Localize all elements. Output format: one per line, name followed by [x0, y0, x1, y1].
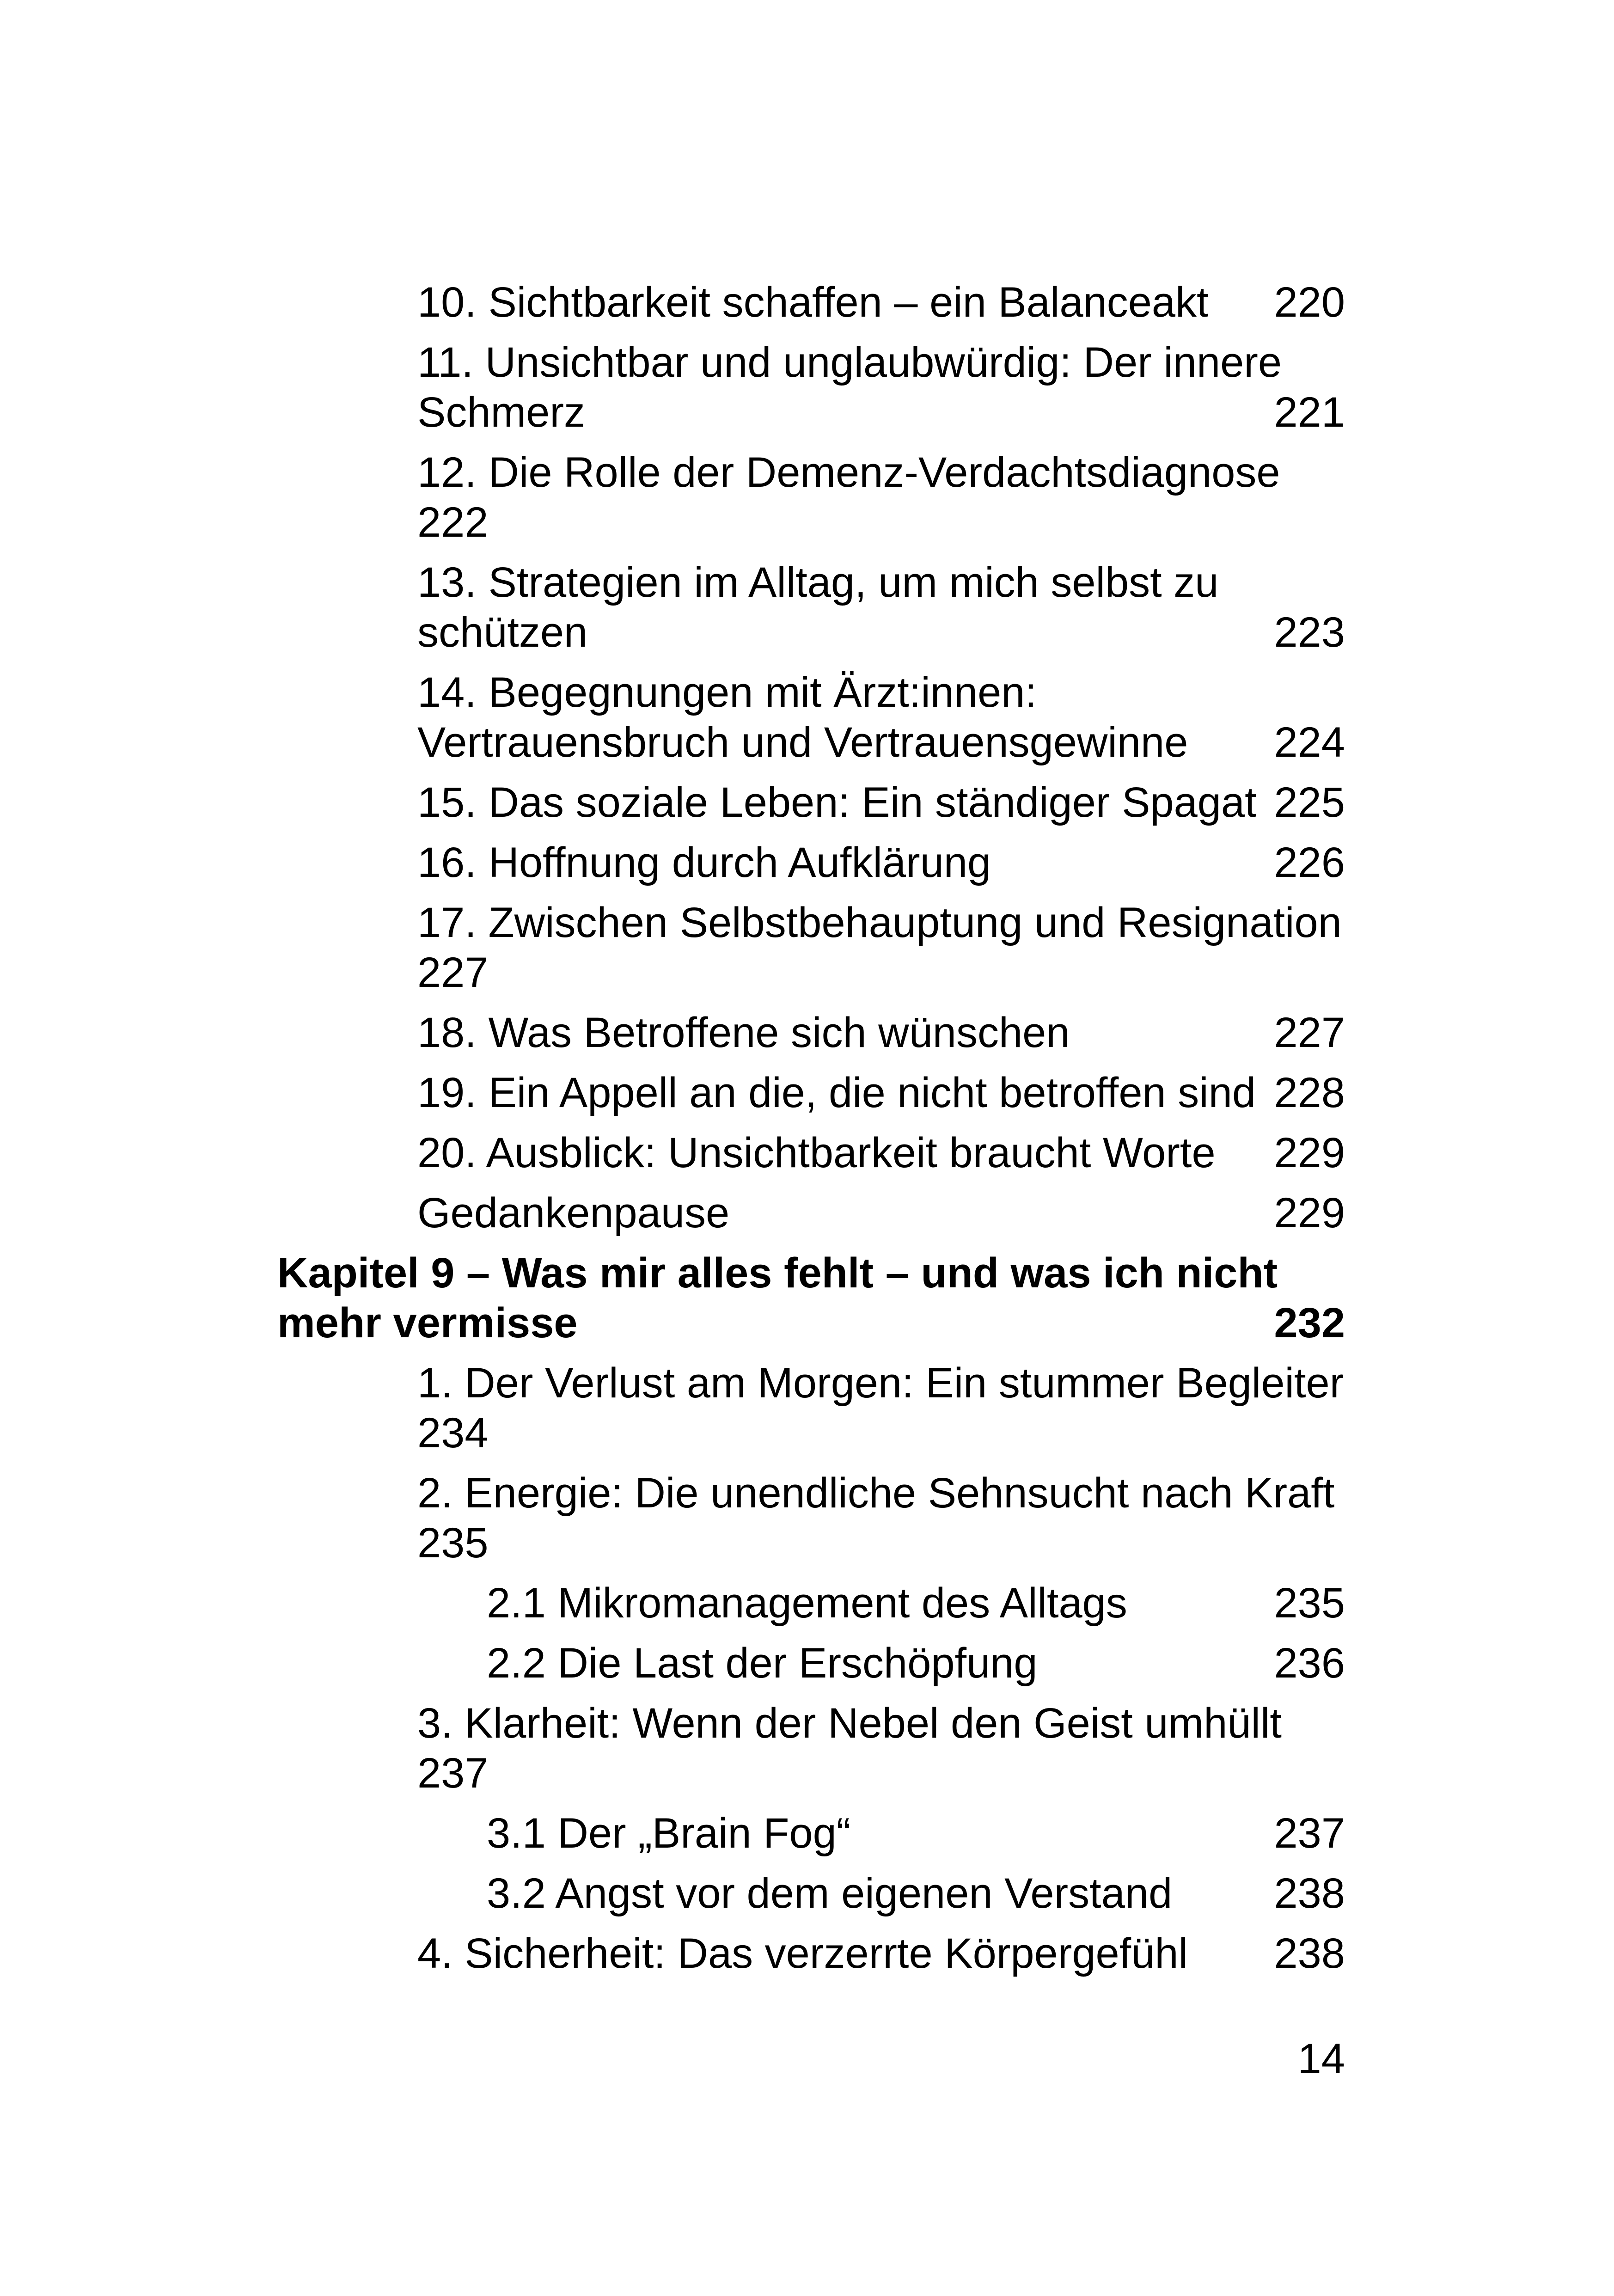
- toc-subentry: [487, 1808, 1345, 1858]
- toc-entry-title: 18. Was Betroffene sich wünschen: [417, 1009, 1070, 1056]
- toc-entry: [417, 1008, 1345, 1058]
- toc-entry-page: 238: [1274, 1930, 1345, 1977]
- toc-entry: [417, 557, 1345, 657]
- toc-chapter-heading: [277, 1248, 1345, 1348]
- toc-entry-title: 10. Sichtbarkeit schaffen – ein Balanceakt: [417, 279, 1209, 326]
- toc-entry-page: 220: [1274, 279, 1345, 326]
- toc-entry-title: Gedankenpause: [417, 1189, 730, 1237]
- toc-entry-title: 19. Ein Appell an die, die nicht betroffen sind: [417, 1069, 1256, 1116]
- toc-entry-page: 226: [1274, 839, 1345, 886]
- toc-chapter-title: Kapitel 9 – Was mir alles fehlt – und was ich nicht mehr vermisse: [277, 1249, 1278, 1347]
- toc-entry-page: 229: [1274, 1189, 1345, 1237]
- toc-entry: [417, 277, 1345, 327]
- toc-entry: [417, 1698, 1345, 1798]
- toc-subentry: [487, 1578, 1345, 1628]
- toc-entry: [417, 337, 1345, 437]
- toc-entry-page: 229: [1274, 1129, 1345, 1176]
- toc-entry-page: 225: [1274, 779, 1345, 826]
- toc-entry-page: 234: [417, 1409, 489, 1457]
- toc-entry-title: 17. Zwischen Selbstbehauptung und Resignation: [417, 899, 1342, 946]
- toc-entry: [417, 898, 1345, 998]
- toc-entry-title: 14. Begegnungen mit Ärzt:innen: Vertrauensbruch und Vertrauensgewinne: [417, 669, 1188, 766]
- toc-entry-page: 238: [1274, 1870, 1345, 1917]
- toc-entry: [417, 1468, 1345, 1568]
- toc-entry-page: 222: [417, 499, 489, 546]
- toc-entry-title: 20. Ausblick: Unsichtbarkeit braucht Worte: [417, 1129, 1216, 1176]
- toc-entry-title: 15. Das soziale Leben: Ein ständiger Spagat: [417, 779, 1257, 826]
- toc-entry-page: 223: [1274, 609, 1345, 656]
- toc-entry: [417, 1358, 1345, 1458]
- toc-entry-title: 3.2 Angst vor dem eigenen Verstand: [487, 1870, 1173, 1917]
- toc-entry-title: 3. Klarheit: Wenn der Nebel den Geist umhüllt: [417, 1700, 1282, 1747]
- toc-entry-page: 236: [1274, 1640, 1345, 1687]
- toc-entry-page: 235: [417, 1519, 489, 1567]
- toc-entry: [417, 1128, 1345, 1178]
- toc-entry-page: 228: [1274, 1069, 1345, 1116]
- toc-entry-title: 2.2 Die Last der Erschöpfung: [487, 1640, 1038, 1687]
- toc-chapter-page: 232: [1274, 1299, 1345, 1347]
- toc-entry-title: 1. Der Verlust am Morgen: Ein stummer Begleiter: [417, 1359, 1344, 1407]
- toc-entry-page: 224: [1274, 719, 1345, 766]
- toc-entry: [417, 1929, 1345, 1978]
- toc-entry-page: 237: [417, 1750, 489, 1797]
- toc-entry: [417, 1188, 1345, 1238]
- toc-entry: [417, 838, 1345, 888]
- toc-entry-page: 235: [1274, 1580, 1345, 1627]
- toc-subentry: [487, 1868, 1345, 1918]
- toc-entry-page: 227: [417, 949, 489, 996]
- toc-entry-title: 13. Strategien im Alltag, um mich selbst zu schützen: [417, 559, 1219, 656]
- toc-subentry: [487, 1638, 1345, 1688]
- toc-entry-title: 12. Die Rolle der Demenz-Verdachtsdiagnose: [417, 449, 1280, 496]
- toc-entry-title: 4. Sicherheit: Das verzerrte Körpergefühl: [417, 1930, 1188, 1977]
- toc-entry-title: 2. Energie: Die unendliche Sehnsucht nach Kraft: [417, 1469, 1335, 1517]
- toc-entry-title: 3.1 Der „Brain Fog“: [487, 1810, 851, 1857]
- toc-entry: [417, 778, 1345, 827]
- toc-entry-title: 2.1 Mikromanagement des Alltags: [487, 1580, 1127, 1627]
- toc-entry-title: 16. Hoffnung durch Aufklärung: [417, 839, 991, 886]
- toc-entry: [417, 667, 1345, 767]
- table-of-contents: [0, 277, 1614, 1989]
- toc-entry-page: 221: [1274, 389, 1345, 436]
- toc-entry: [417, 447, 1345, 547]
- page-number: 14: [1297, 2035, 1345, 2082]
- toc-entry-page: 237: [1274, 1810, 1345, 1857]
- toc-entry-page: 227: [1274, 1009, 1345, 1056]
- toc-entry-title: 11. Unsichtbar und unglaubwürdig: Der innere Schmerz: [417, 339, 1282, 436]
- toc-entry: [417, 1068, 1345, 1118]
